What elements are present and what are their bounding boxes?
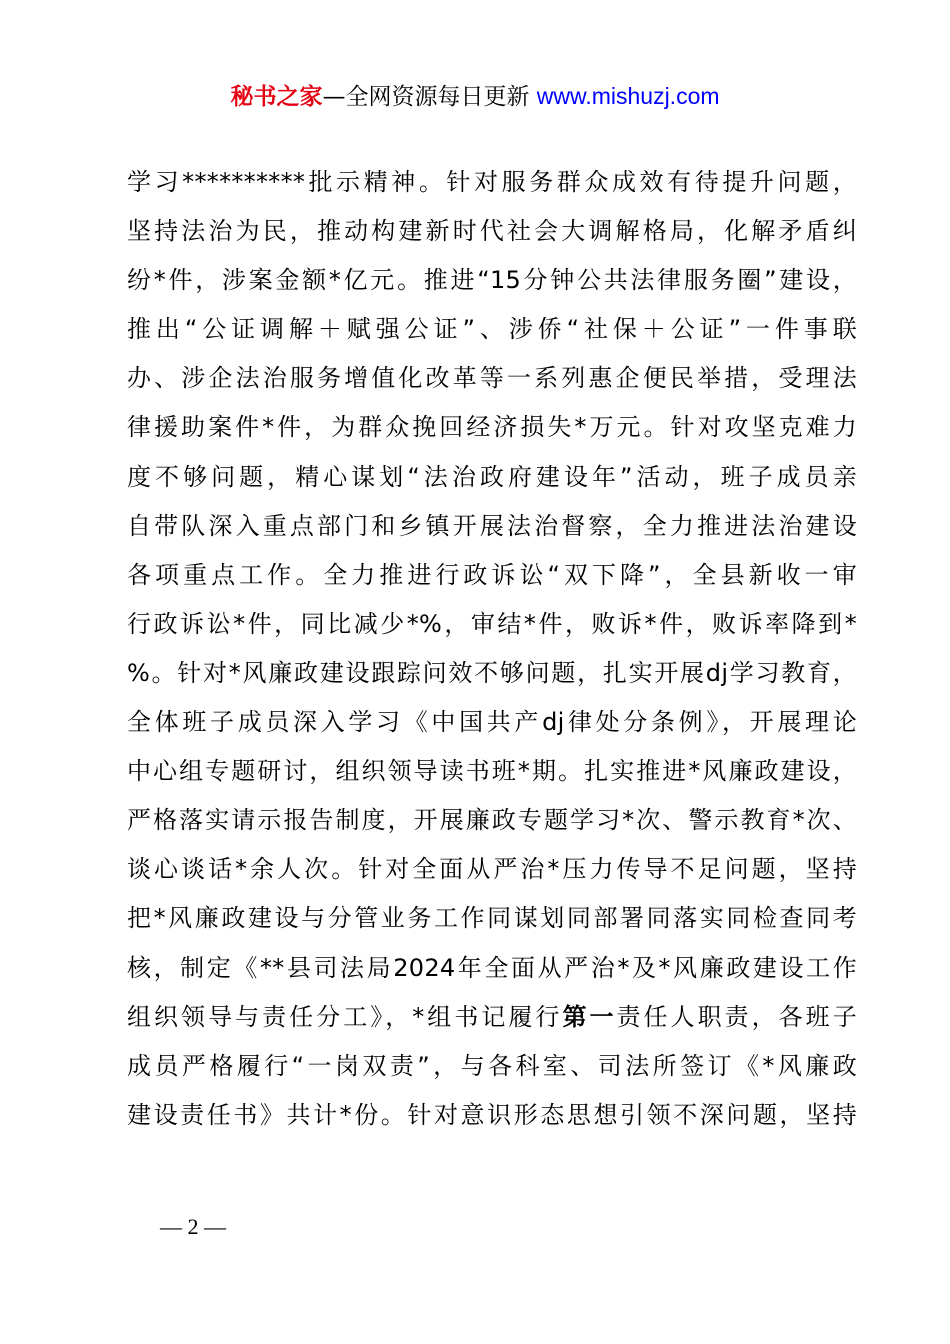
text-line: 全体班子成员深入学习《中国共产dj律处分条例》，开展理论 xyxy=(127,708,857,737)
site-link[interactable]: www.mishuzj.com xyxy=(536,83,720,109)
text-line: 行政诉讼*件，同比减少*%，审结*件，败诉*件，败诉率降到* xyxy=(127,609,857,638)
text-segment: 组织领导与责任分工》，*组书记履行 xyxy=(127,1002,563,1031)
text-line-with-bold xyxy=(127,993,857,1042)
document-body xyxy=(127,158,857,1140)
brand-name: 秘书之家 xyxy=(230,84,323,110)
page-header xyxy=(0,80,950,113)
text-line: 学习**********批示精神。针对服务群众成效有待提升问题， xyxy=(127,168,857,196)
text-line: 律援助案件*件，为群众挽回经济损失*万元。针对攻坚克难力 xyxy=(127,413,857,442)
text-line: 度不够问题，精心谋划“法治政府建设年”活动，班子成员亲 xyxy=(127,462,857,491)
header-tagline: —全网资源每日更新 xyxy=(322,84,537,110)
text-line: %。针对*风廉政建设跟踪问效不够问题，扎实开展dj学习教育， xyxy=(127,658,857,687)
text-line: 中心组专题研讨，组织领导读书班*期。扎实推进*风廉政建设， xyxy=(127,757,857,786)
text-line: 谈心谈话*余人次。针对全面从严治*压力传导不足问题，坚持 xyxy=(127,855,857,884)
text-line: 推出“公证调解＋赋强公证”、涉侨“社保＋公证”一件事联 xyxy=(127,315,857,344)
page-number: — 2 — xyxy=(160,1214,226,1239)
text-line: 纷*件，涉案金额*亿元。推进“15分钟公共法律服务圈”建设， xyxy=(127,266,857,295)
text-line: 坚持法治为民，推动构建新时代社会大调解格局，化解矛盾纠 xyxy=(127,217,857,246)
text-line: 建设责任书》共计*份。针对意识形态思想引领不深问题，坚持 xyxy=(127,1100,857,1129)
text-line: 把*风廉政建设与分管业务工作同谋划同部署同落实同检查同考 xyxy=(127,904,857,933)
text-line: 核，制定《**县司法局2024年全面从严治*及*风廉政建设工作 xyxy=(127,953,857,982)
text-line: 办、涉企法治服务增值化改革等一系列惠企便民举措，受理法 xyxy=(127,364,857,393)
text-line: 各项重点工作。全力推进行政诉讼“双下降”，全县新收一审 xyxy=(127,560,857,589)
text-segment: 责任人职责，各班子 xyxy=(616,1002,857,1031)
text-line: 严格落实请示报告制度，开展廉政专题学习*次、警示教育*次、 xyxy=(127,806,857,835)
text-line: 成员严格履行“一岗双责”，与各科室、司法所签订《*风廉政 xyxy=(127,1051,857,1080)
text-line: 自带队深入重点部门和乡镇开展法治督察，全力推进法治建设 xyxy=(127,511,857,540)
bold-text: 第一 xyxy=(562,1002,617,1031)
